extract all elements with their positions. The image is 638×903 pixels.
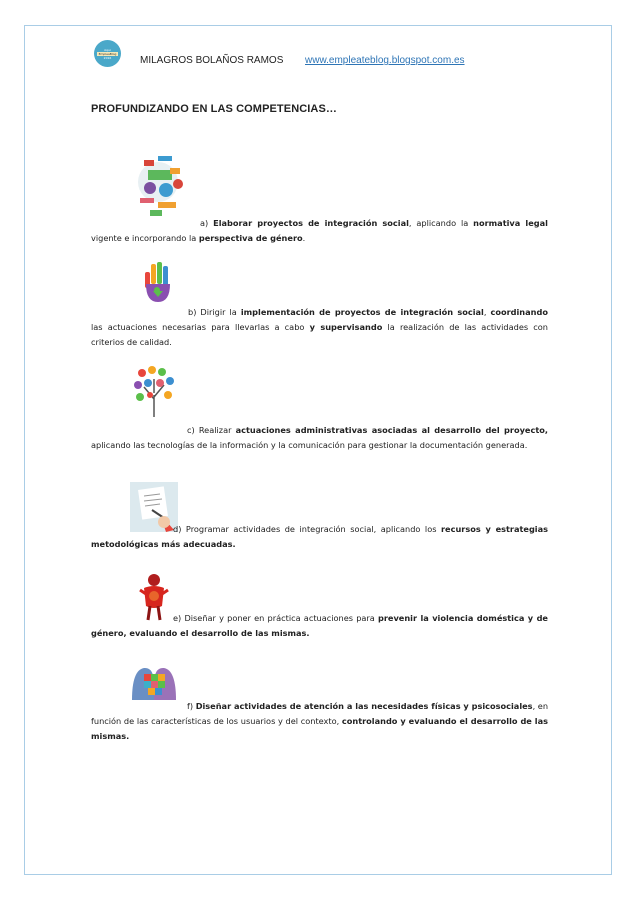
author-name: MILAGROS BOLAÑOS RAMOS xyxy=(140,55,284,66)
competency-f xyxy=(91,699,548,744)
text: Programar actividades de integración social, aplicando los xyxy=(185,524,442,534)
bold-text: recursos y estrategias metodológicas más adecuadas. xyxy=(91,524,549,549)
bold-text: coordinando xyxy=(490,307,548,317)
logo-text-top: Aqui xyxy=(104,47,111,52)
logo-text-mid: EmpleaBlog xyxy=(98,51,117,56)
blog-link[interactable]: www.empleateblog.blogspot.com.es xyxy=(305,55,465,66)
text: aplicando las tecnologías de la información y la comunicación para gestionar la documentación generada. xyxy=(91,440,528,450)
item-label: c) xyxy=(187,425,199,435)
logo-text-bottom: 2016 xyxy=(103,55,112,60)
bold-text: Diseñar actividades de atención a las necesidades físicas y psicosociales xyxy=(195,701,533,711)
blog-logo xyxy=(94,40,121,67)
bold-text: actuaciones administrativas asociadas al desarrollo del proyecto, xyxy=(235,425,548,435)
hand-illustration xyxy=(142,260,174,304)
text: , aplicando la xyxy=(408,218,474,228)
item-label: e) xyxy=(173,613,185,623)
item-label: f) xyxy=(187,701,196,711)
competency-e xyxy=(91,611,548,641)
text: Dirigir la xyxy=(200,307,241,317)
competency-c xyxy=(91,423,548,453)
bold-text: Elaborar proyectos de integración social xyxy=(213,218,409,228)
text: , en función de las características de los usuarios y del contexto, xyxy=(91,701,549,726)
item-label: b) xyxy=(188,307,201,317)
word-cloud-illustration xyxy=(130,150,190,222)
puzzle-heads-illustration xyxy=(130,664,178,704)
bold-text: prevenir la violencia doméstica y de género, evaluando el desarrollo de las mismas. xyxy=(91,613,548,638)
competency-a xyxy=(91,216,548,246)
text: , xyxy=(483,307,491,317)
bold-text: normativa legal xyxy=(473,218,548,228)
bold-text: controlando y evaluando el desarrollo de las mismas. xyxy=(91,716,548,741)
bold-text: y supervisando xyxy=(309,322,383,332)
icon-tree-illustration xyxy=(132,365,176,417)
item-label: a) xyxy=(200,218,214,228)
text: Diseñar y poner en práctica actuaciones para xyxy=(184,613,378,623)
text: las actuaciones necesarias para llevarlas a cabo xyxy=(91,322,310,332)
item-label: d) xyxy=(173,524,186,534)
bold-text: perspectiva de género xyxy=(198,233,303,243)
competency-d xyxy=(91,522,548,552)
competency-b xyxy=(91,305,548,350)
text: la realización de las actividades con criterios de calidad. xyxy=(91,322,548,347)
bold-text: implementación de proyectos de integración social xyxy=(240,307,484,317)
text: . xyxy=(302,233,306,243)
text: vigente e incorporando la xyxy=(91,233,199,243)
page-title: PROFUNDIZANDO EN LAS COMPETENCIAS… xyxy=(91,103,338,115)
text: Realizar xyxy=(198,425,236,435)
